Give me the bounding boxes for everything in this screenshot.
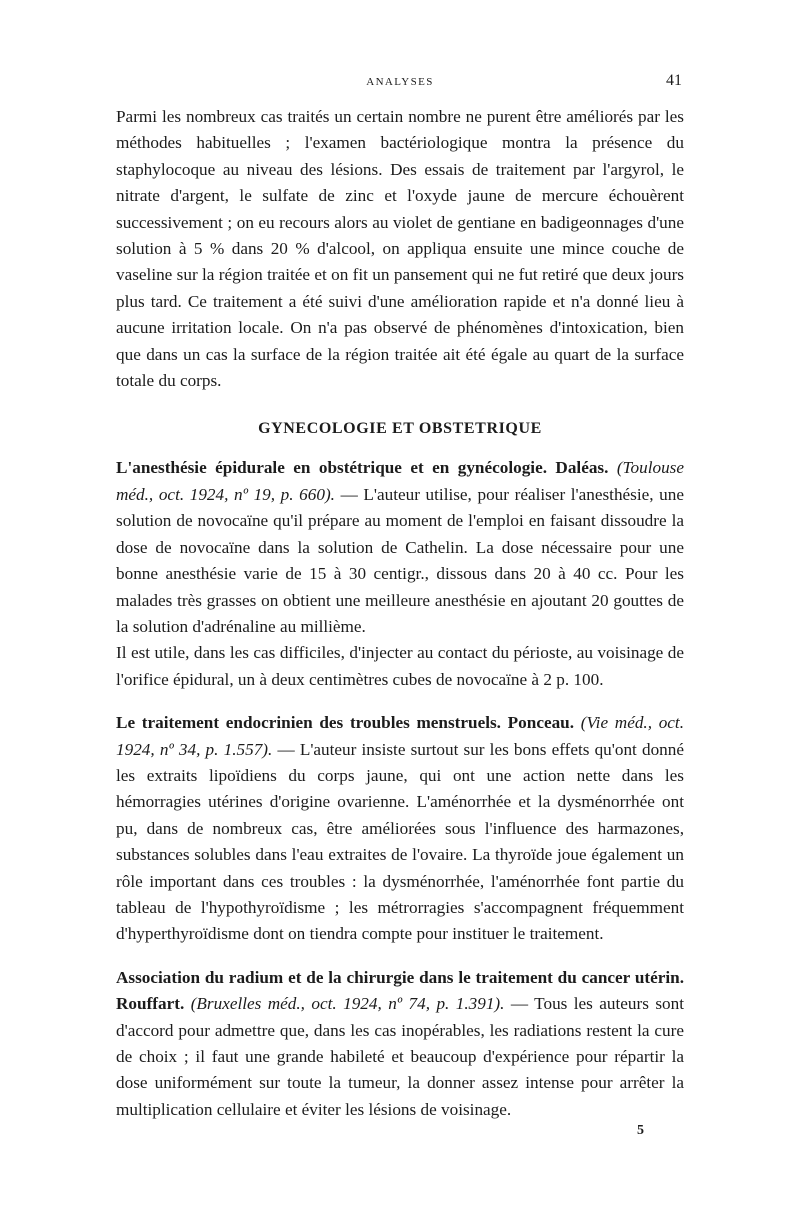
article-paragraph	[116, 965, 684, 1123]
article-body: — L'auteur insiste surtout sur les bons effets qu'ont donné les extraits lipoïdiens du corps jaune, qui ont une action nette dans les hémorragies utérines d'origine ovarienne. L'aménorrhée et la dysménorrhée ont pu, dans de nombreux cas, être améliorées sous l'influence des harmazones, substances solubles dans l'eau extraites de l'ovaire. La thyroïde joue également un rôle important dans ces troubles : la dysménorrhée, l'aménorrhée font partie du tableau de l'hypothyroïdisme ; les métrorragies s'accompagnent fréquemment d'hyperthyroïdisme dont on tiendra compte pour instituer le traitement.	[116, 739, 684, 944]
running-title: ANALYSES	[366, 76, 434, 88]
article-anesthesie	[116, 455, 684, 693]
article-source: (Vie méd., oct. 1924, nº 34, p. 1.557).	[116, 713, 684, 759]
article-paragraph	[116, 710, 684, 948]
article-title: Le traitement endocrinien des troubles menstruels. Ponceau.	[116, 713, 575, 733]
article-paragraph	[116, 455, 684, 640]
article-body: — Tous les auteurs sont d'accord pour admettre que, dans les cas inopérables, les radiations restent la cure de choix ; il faut une grande habileté et beaucoup d'expérience pour répartir la dose uniformément sur toute la tumeur, la donner assez intense pour arrêter la multiplication cellulaire et éviter les lésions de voisinage.	[116, 994, 684, 1119]
article-source: (Toulouse méd., oct. 1924, nº 19, p. 660).	[116, 458, 684, 504]
article-radium	[116, 965, 684, 1123]
article-body: — L'auteur utilise, pour réaliser l'anesthésie, une solution de novocaïne qu'il prépare au moment de l'emploi en faisant dissoudre la dose de novocaïne dans la solution de Cathelin. La dose nécessaire pour une bonne anesthésie varie de 15 à 30 centigr., dissous dans 20 à 40 cc. Pour les malades très grasses on obtient une meilleure anesthésie en ajoutant 20 gouttes de la solution d'adrénaline au millième.	[116, 484, 685, 636]
section-heading: GYNECOLOGIE ET OBSTETRIQUE	[258, 420, 542, 438]
page-number: 41	[666, 72, 682, 89]
article-source: (Bruxelles méd., oct. 1924, nº 74, p. 1.391).	[190, 994, 505, 1014]
running-head	[116, 70, 684, 96]
article-title: Association du radium et de la chirurgie dans le traitement du cancer utérin. Rouffart.	[116, 967, 684, 1014]
signature-mark: 5	[637, 1123, 644, 1139]
intro-paragraph: Parmi les nombreux cas traités un certain nombre ne purent être améliorés par les méthodes habituelles ; l'examen bactériologique montra la présence du staphylocoque au niveau des lésions. Des essais de traitement par l'argyrol, le nitrate d'argent, le sulfate de zinc et l'oxyde jaune de mercure échouèrent successivement ; on eu recours alors au violet de gentiane en badigeonnages d'une solution à 5 % dans 20 % d'alcool, on appliqua ensuite une mince couche de vaseline sur la région traitée et on fit un pansement qui ne fut retiré que deux jours plus tard. Ce traitement a été suivi d'une amélioration rapide et n'a donné lieu à aucune irritation locale. On n'a pas observé de phénomènes d'intoxication, bien que dans un cas la surface de la région traitée ait été égale au quart de la surface totale du corps.	[116, 107, 684, 391]
article-endocrinien	[116, 710, 684, 948]
article-continuation: Il est utile, dans les cas difficiles, d'injecter au contact du périoste, au voisinage de l'orifice épidural, un à deux centimètres cubes de novocaïne à 2 p. 100.	[116, 643, 684, 689]
article-title: L'anesthésie épidurale en obstétrique et en gynécologie. Daléas.	[116, 458, 609, 478]
page	[116, 70, 684, 1139]
